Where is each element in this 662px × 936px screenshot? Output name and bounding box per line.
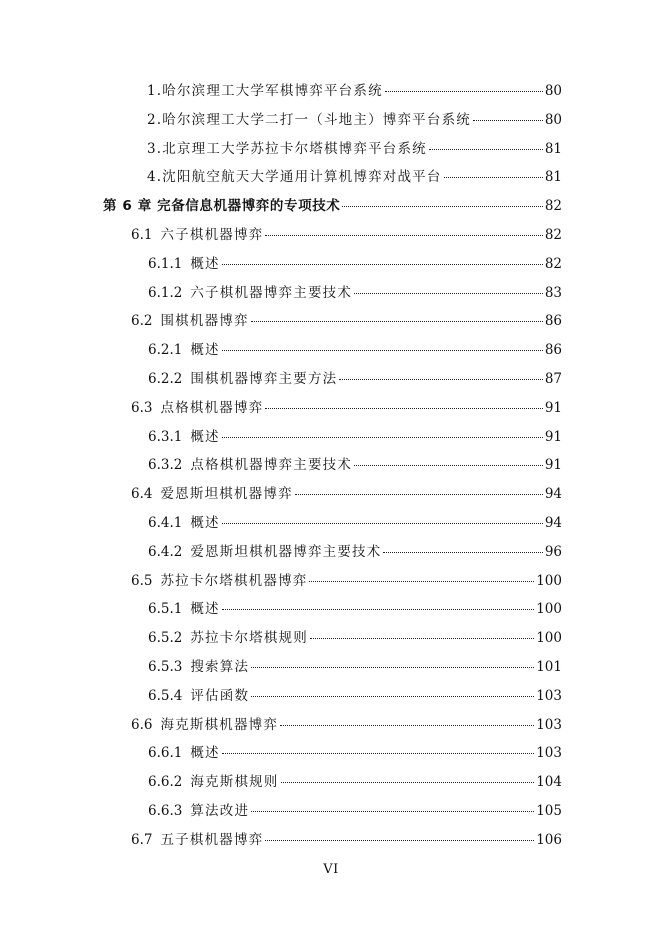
toc-page-number: 91 (544, 399, 562, 416)
toc-subsection-entry[interactable] (148, 598, 562, 620)
dot-leader (383, 551, 542, 553)
toc-entry-title: 六子棋机器博弈主要技术 (190, 284, 353, 301)
toc-entry-number: 6.2.2 (148, 371, 183, 387)
dot-leader (342, 205, 542, 207)
toc-entry-title: 概述 (190, 342, 220, 359)
dot-leader (251, 666, 534, 668)
toc-entry-label (148, 426, 220, 448)
toc-entry-number: 6.6.1 (148, 745, 183, 762)
toc-entry-title: 六子棋机器博弈 (160, 227, 264, 243)
toc-section-entry[interactable] (131, 829, 562, 851)
toc-entry-number: 6.5 (131, 572, 153, 589)
toc-entry-title: 概述 (190, 745, 220, 762)
dot-leader (310, 637, 534, 639)
dot-leader (295, 493, 543, 495)
toc-entry-number: 6.3.1 (148, 428, 183, 445)
toc-subsection-entry[interactable] (148, 627, 562, 649)
toc-page-number: 82 (544, 227, 562, 243)
toc-entry-label (148, 598, 220, 620)
toc-entry-title: 算法改进 (190, 803, 250, 819)
dot-leader (251, 810, 534, 812)
toc-entry-number: 6.6.2 (148, 774, 183, 791)
toc-entry-title: 海克斯棋规则 (190, 774, 279, 791)
toc-section-entry[interactable] (131, 714, 562, 736)
toc-page-number: 82 (544, 255, 562, 272)
toc-entry-number: 6.2 (131, 313, 153, 330)
toc-entry-title: 围棋机器博弈 (160, 313, 249, 330)
toc-entry-number: 6.6.3 (148, 803, 183, 819)
toc-entry-title: 苏拉卡尔塔棋机器博弈 (160, 572, 308, 589)
toc-entry-number: 6.1.2 (148, 284, 183, 301)
toc-entry-title: 五子棋机器博弈 (160, 831, 264, 848)
toc-entry-title: 概述 (190, 515, 220, 531)
toc-entry-number: 6.1 (131, 227, 153, 243)
toc-entry-number: 6.4.1 (148, 515, 183, 531)
toc-subsection-entry[interactable] (148, 685, 562, 707)
toc-entry-label (131, 570, 307, 592)
dot-leader (265, 234, 542, 236)
toc-page-number: 83 (544, 284, 562, 301)
toc-entry-title: 搜索算法 (190, 659, 250, 675)
toc-subsection-entry[interactable] (148, 742, 562, 764)
toc-page-number: 91 (544, 428, 562, 445)
toc-page-number: 82 (544, 198, 562, 215)
toc-item-entry[interactable] (147, 109, 562, 131)
toc-entry-label: 2.哈尔滨理工大学二打一（斗地主）博弈平台系统 (147, 111, 471, 128)
toc-item-entry[interactable] (147, 80, 562, 102)
toc-page-number: 94 (544, 515, 562, 531)
toc-subsection-entry[interactable] (148, 800, 562, 822)
dot-leader (280, 724, 534, 726)
dot-leader (281, 781, 535, 783)
toc-entry-label (148, 656, 249, 678)
toc-entry-label (148, 454, 352, 476)
toc-page-number: 100 (536, 572, 562, 589)
toc-section-entry[interactable] (131, 483, 562, 505)
dot-leader (309, 580, 534, 582)
toc-page-number: 80 (544, 111, 562, 128)
dot-leader (222, 752, 534, 754)
toc-entry-label (148, 282, 352, 304)
toc-entry-title: 爱恩斯坦棋机器博弈主要技术 (190, 543, 382, 560)
toc-entry-title: 海克斯棋机器博弈 (160, 716, 279, 733)
toc-subsection-entry[interactable] (148, 512, 562, 534)
toc-section-entry[interactable] (131, 224, 562, 246)
toc-entry-label (148, 771, 279, 793)
toc-entry-number: 6.1.1 (148, 255, 183, 272)
dot-leader (354, 464, 543, 466)
toc-page-number: 94 (544, 486, 562, 503)
toc-entry-label (131, 829, 263, 851)
toc-entry-title: 概述 (190, 255, 220, 272)
toc-subsection-entry[interactable] (148, 368, 562, 390)
toc-entry-number: 6.4 (131, 486, 153, 503)
toc-entry-label: 3.北京理工大学苏拉卡尔塔棋博弈平台系统 (147, 140, 427, 157)
toc-page-number: 100 (536, 630, 562, 647)
toc-subsection-entry[interactable] (148, 253, 562, 275)
toc-entry-number: 6.5.4 (148, 687, 183, 704)
dot-leader (222, 522, 543, 524)
toc-entry-number: 6.5.1 (148, 601, 183, 618)
toc-page-number: 86 (544, 342, 562, 359)
toc-entry-title: 点格棋机器博弈主要技术 (190, 457, 353, 474)
toc-subsection-entry[interactable] (148, 541, 562, 563)
toc-entry-label (148, 339, 220, 361)
toc-page-number: 106 (536, 831, 562, 848)
toc-entry-number: 6.6 (131, 716, 153, 733)
toc-entry-number: 6.5.3 (148, 659, 183, 675)
toc-page-number: 81 (544, 140, 562, 157)
toc-entry-number: 6.5.2 (148, 630, 183, 647)
toc-page-number: 91 (544, 457, 562, 474)
toc-entry-title: 爱恩斯坦棋机器博弈 (160, 486, 293, 503)
toc-subsection-entry[interactable] (148, 454, 562, 476)
toc-entry-number: 6.7 (131, 831, 153, 848)
toc-entry-number: 6.3.2 (148, 457, 183, 474)
toc-subsection-entry[interactable] (148, 426, 562, 448)
toc-page-number: 103 (536, 687, 562, 704)
toc-entry-label: 4.沈阳航空航天大学通用计算机博弈对战平台 (147, 169, 442, 186)
toc-page-number: 81 (544, 169, 562, 186)
dot-leader (429, 148, 543, 150)
toc-page-number: 86 (544, 313, 562, 330)
toc-page-number: 103 (536, 745, 562, 762)
toc-entry-label (148, 742, 220, 764)
toc-entry-label (148, 685, 249, 707)
toc-page-number: 96 (544, 543, 562, 560)
toc-entry-label (131, 397, 263, 419)
toc-entry-title: 苏拉卡尔塔棋规则 (190, 630, 308, 647)
dot-leader (354, 292, 543, 294)
toc-entry-label (131, 310, 249, 332)
toc-chapter-entry[interactable] (103, 195, 562, 217)
toc-entry-label (131, 224, 263, 246)
toc-entry-label (148, 253, 220, 275)
toc-section-entry[interactable] (131, 570, 562, 592)
toc-entry-number: 6.2.1 (148, 342, 183, 359)
toc-item-entry[interactable] (147, 166, 562, 188)
toc-entry-label (148, 368, 337, 390)
toc-entry-label: 第 6 章 完备信息机器博弈的专项技术 (103, 198, 341, 215)
toc-subsection-entry[interactable] (148, 771, 562, 793)
dot-leader (385, 90, 543, 92)
dot-leader (265, 407, 542, 409)
dot-leader (251, 320, 543, 322)
toc-entry-title: 点格棋机器博弈 (160, 399, 264, 416)
toc-entry-label (148, 627, 308, 649)
toc-entry-label (148, 800, 249, 822)
toc-entry-title: 概述 (190, 428, 220, 445)
toc-page-number: 80 (544, 83, 562, 99)
toc-subsection-entry[interactable] (148, 282, 562, 304)
dot-leader (473, 119, 543, 121)
toc-entry-number: 6.3 (131, 399, 153, 416)
dot-leader (222, 436, 543, 438)
toc-subsection-entry[interactable] (148, 339, 562, 361)
dot-leader (222, 349, 543, 351)
toc-page-number: 87 (544, 371, 562, 387)
toc-entry-label (148, 512, 220, 534)
dot-leader (339, 378, 542, 380)
toc-entry-label: 1.哈尔滨理工大学军棋博弈平台系统 (147, 83, 383, 99)
dot-leader (251, 695, 534, 697)
toc-entry-label (148, 541, 381, 563)
dot-leader (444, 176, 543, 178)
toc-page-number: 100 (536, 601, 562, 618)
toc-subsection-entry[interactable] (148, 656, 562, 678)
dot-leader (222, 608, 534, 610)
dot-leader (265, 839, 534, 841)
toc-page-number: 104 (536, 774, 562, 791)
toc-entry-label (131, 483, 293, 505)
toc-entry-title: 评估函数 (190, 687, 250, 704)
toc-section-entry[interactable] (131, 397, 562, 419)
toc-entry-label (131, 714, 278, 736)
toc-page-number: 105 (536, 803, 562, 819)
toc-entry-title: 围棋机器博弈主要方法 (190, 371, 338, 387)
page-number: VI (323, 862, 339, 877)
toc-section-entry[interactable] (131, 310, 562, 332)
toc-entry-number: 6.4.2 (148, 543, 183, 560)
toc-page-number: 101 (536, 659, 562, 675)
toc-page-number: 103 (536, 716, 562, 733)
dot-leader (222, 263, 543, 265)
toc-item-entry[interactable] (147, 138, 562, 160)
toc-entry-title: 概述 (190, 601, 220, 618)
